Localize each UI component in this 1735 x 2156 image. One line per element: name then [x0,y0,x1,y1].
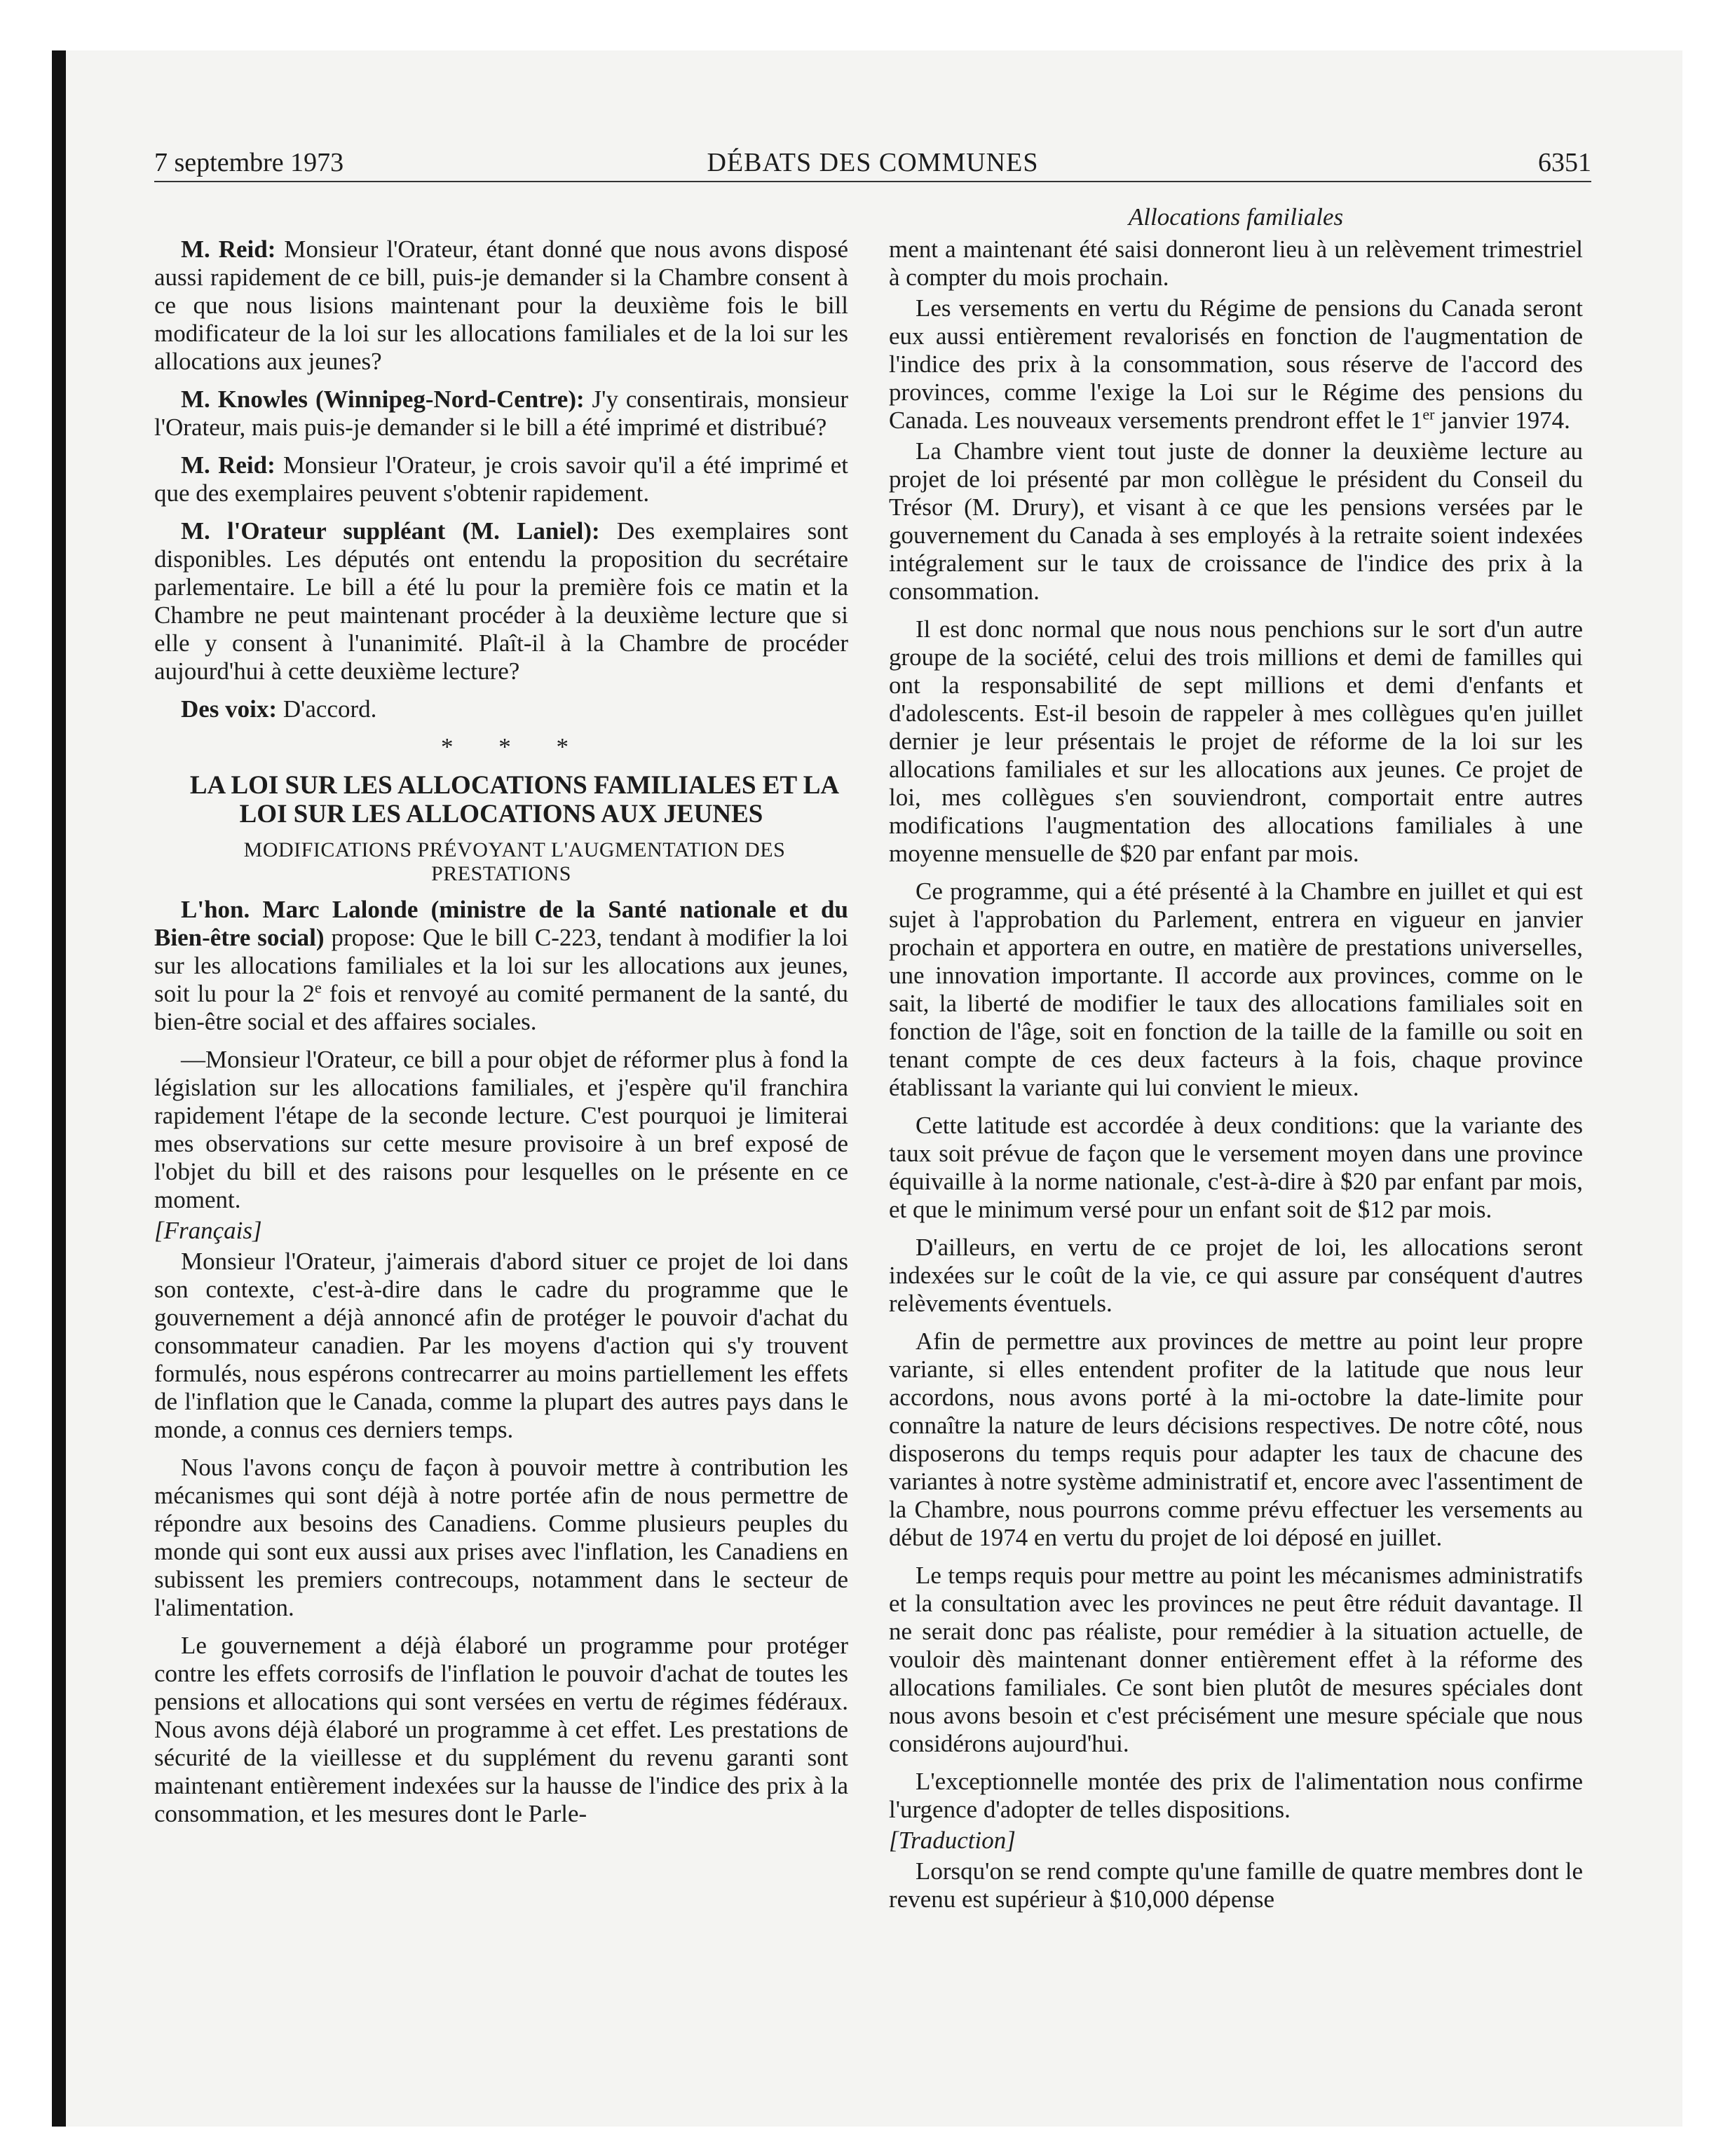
paragraph: Cette latitude est accordée à deux conditions: que la variante des taux soit prévue de façon que le versement moyen dans une province équivaille à la norme nationale, c'est-à-dire à $20 par enfant par mois, et que le minimum versé pour un enfant soit de $12 par mois. [889,1112,1583,1223]
speech-text: Monsieur l'Orateur, je crois savoir qu'il a été imprimé et que des exemplaires peuvent s'obtenir rapidement. [154,451,848,507]
paragraph-text: Les versements en vertu du Régime de pensions du Canada seront eux aussi entièrement revalorisés en fonction de l'augmentation de l'indice des prix à la consommation, sous réserve de l'accord des provinces, comme l'exige la Loi sur le Régime des pensions du Canada. Les nouveaux versements prendront effet le 1 [889,294,1583,434]
paragraph: Ce programme, qui a été présenté à la Chambre en juillet et qui est sujet à l'approbation du Parlement, entrera en vigueur en janvier prochain et apportera en outre, en matière de prestations universelles, une innovation importante. Il accorde aux provinces, comme on le sait, la liberté de modifier le taux des allocations familiales soit en fonction de l'âge, soit en fonction de la taille de la famille ou soit en tenant compte de ces deux facteurs à la fois, chaque province établissant la variante qui lui convient le mieux. [889,878,1583,1101]
section-title: LA LOI SUR LES ALLOCATIONS FAMILIALES ET LA LOI SUR LES ALLOCATIONS AUX JEUNES [189,771,840,828]
paragraph: Il est donc normal que nous nous penchions sur le sort d'un autre groupe de la société, celui des trois millions et demi de familles qui ont la responsabilité de sept millions et demi d'enfants et d'adolescents. Est-il besoin de rappeler à mes collègues qu'en juillet dernier je leur présentais le projet de réforme de la loi sur les allocations familiales et sur les allocations aux jeunes. Ce projet de loi, mes collègues s'en souviendront, comportait entre autres modifications l'augmentation des allocations familiales à une moyenne mensuelle de $20 par enfant par mois. [889,615,1583,867]
header-title: DÉBATS DES COMMUNES [707,148,1039,177]
paragraph [889,294,1583,435]
speech-text: Monsieur l'Orateur, étant donné que nous avons disposé aussi rapidement de ce bill, puis-je demander si la Chambre consent à ce que nous lisions maintenant pour la deuxième fois le bill modificateur de la loi sur les allocations familiales et de la loi sur les allocations aux jeunes? [154,236,848,375]
speaker-name: M. l'Orateur suppléant (M. Laniel): [181,517,600,545]
paragraph [154,236,848,376]
language-marker: [Français] [154,1217,262,1244]
running-head: Allocations familiales [1128,203,1344,231]
paragraph: Le gouvernement a déjà élaboré un programme pour protéger contre les effets corrosifs de l'inflation le pouvoir d'achat de toutes les pensions et allocations qui sont versées en vertu de régimes fédéraux. Nous avons déjà élaboré un programme à cet effet. Les prestations de sécurité de la vieillesse et du supplément du revenu garanti sont maintenant entièrement indexées sur la hausse de l'indice des prix à la consommation, et les mesures dont le Parle- [154,1632,848,1827]
right-column [889,236,1583,1923]
speaker-name: Des voix: [181,695,278,723]
paragraph [154,695,848,723]
header-date: 7 septembre 1973 [154,148,344,177]
paragraph [154,517,848,685]
paragraph: Le temps requis pour mettre au point les mécanismes administratifs et la consultation avec les provinces ne peut être réduit davantage. Il ne serait donc pas réaliste, pour remédier à la situation actuelle, de vouloir dès maintenant donner entièrement effet à la réforme des allocations familiales. Ce sont bien plutôt de mesures spéciales dont nous avons besoin et c'est précisément une mesure spéciale que nous considérons aujourd'hui. [889,1562,1583,1757]
paragraph: ment a maintenant été saisi donneront lieu à un relèvement trimestriel à compter du mois prochain. [889,236,1583,291]
paragraph: D'ailleurs, en vertu de ce projet de loi, les allocations seront indexées sur le coût de la vie, ce qui assure par conséquent d'autres relèvements éventuels. [889,1234,1583,1317]
speaker-name: M. Reid: [181,451,275,479]
paragraph: L'exceptionnelle montée des prix de l'alimentation nous confirme l'urgence d'adopter de telles dispositions. [889,1768,1583,1823]
paragraph [154,386,848,442]
speech-text: Des exemplaires sont disponibles. Les députés ont entendu la proposition du secrétaire parlementaire. Le bill a été lu pour la première fois ce matin et la Chambre ne peut maintenant procéder à la deuxième lecture que si elle y consent à l'unanimité. Plaît-il à la Chambre de procéder aujourd'hui à cette deuxième lecture? [154,517,848,685]
section-subtitle: MODIFICATIONS PRÉVOYANT L'AUGMENTATION DES PRESTATIONS [243,838,786,885]
speech-text: D'accord. [277,695,377,723]
paragraph-text: janvier 1974. [1434,407,1570,434]
paragraph [154,451,848,507]
speaker-name: L'hon. Marc Lalonde (ministre de la Santé nationale et du Bien-être social) [154,896,848,951]
superscript: er [1422,405,1435,423]
section-separator: * * * [441,733,588,760]
paragraph: La Chambre vient tout juste de donner la deuxième lecture au projet de loi présenté par mon collègue le président du Conseil du Trésor (M. Drury), et visant à ce que les pensions versées par le gouvernement du Canada à ses employés à la retraite soient indexées intégralement sur le taux de croissance de l'indice des prix à la consommation. [889,437,1583,605]
paragraph: Nous l'avons conçu de façon à pouvoir mettre à contribution les mécanismes qui sont déjà à notre portée afin de nous permettre de répondre aux besoins des Canadiens. Comme plusieurs peuples du monde qui sont eux aussi aux prises avec l'inflation, les Canadiens en subissent les premiers contrecoups, notamment dans le secteur de l'alimentation. [154,1454,848,1621]
speech-text: J'y consentirais, monsieur l'Orateur, mais puis-je demander si le bill a été imprimé et distribué? [154,386,849,441]
paragraph: —Monsieur l'Orateur, ce bill a pour objet de réformer plus à fond la législation sur les allocations familiales, et j'espère qu'il franchira rapidement l'étape de la seconde lecture. C'est pourquoi je limiterai mes observations sur cette mesure provisoire à un bref exposé de l'objet du bill et des raisons pour lesquelles on le présente en ce moment. [154,1046,848,1213]
speaker-name: M. Reid: [181,236,276,263]
header-page-number: 6351 [1538,148,1591,177]
superscript: e [315,978,322,997]
scan-edge-bar [52,50,66,2127]
header-rule [154,181,1591,182]
speech-text: propose: Que le bill C-223, tendant à modifier la loi sur les allocations familiales et la loi sur les allocations aux jeunes, soit lu pour la 2 [154,924,848,1007]
paragraph [154,896,848,1036]
left-column [154,236,848,1838]
paragraph: Monsieur l'Orateur, j'aimerais d'abord situer ce projet de loi dans son contexte, c'est-à-dire dans le cadre du programme que le gouvernement a déjà annoncé afin de protéger le pouvoir d'achat du consommateur canadien. Par les moyens d'action qui s'y trouvent formulés, nous espérons contrecarrer au moins partiellement les effets de l'inflation que le Canada, comme la plupart des autres pays dans le monde, a connus ces derniers temps. [154,1248,848,1443]
paragraph: Afin de permettre aux provinces de mettre au point leur propre variante, si elles entendent profiter de la latitude que nous leur accordons, nous avons porté à la mi-octobre la date-limite pour connaître la nature de leurs décisions respectives. De notre côté, nous disposerons du temps requis pour adapter les taux de chacune des variantes à notre système administratif et, encore avec l'assentiment de la Chambre, nous pourrons comme prévu effectuer les versements au début de 1974 en vertu du projet de loi déposé en juillet. [889,1328,1583,1551]
speaker-name: M. Knowles (Winnipeg-Nord-Centre): [181,386,585,413]
page-header [154,144,1591,181]
paragraph: Lorsqu'on se rend compte qu'une famille de quatre membres dont le revenu est supérieur à $10,000 dépense [889,1857,1583,1913]
speech-text: fois et renvoyé au comité permanent de la santé, du bien-être social et des affaires sociales. [154,980,848,1035]
language-marker: [Traduction] [889,1827,1016,1854]
